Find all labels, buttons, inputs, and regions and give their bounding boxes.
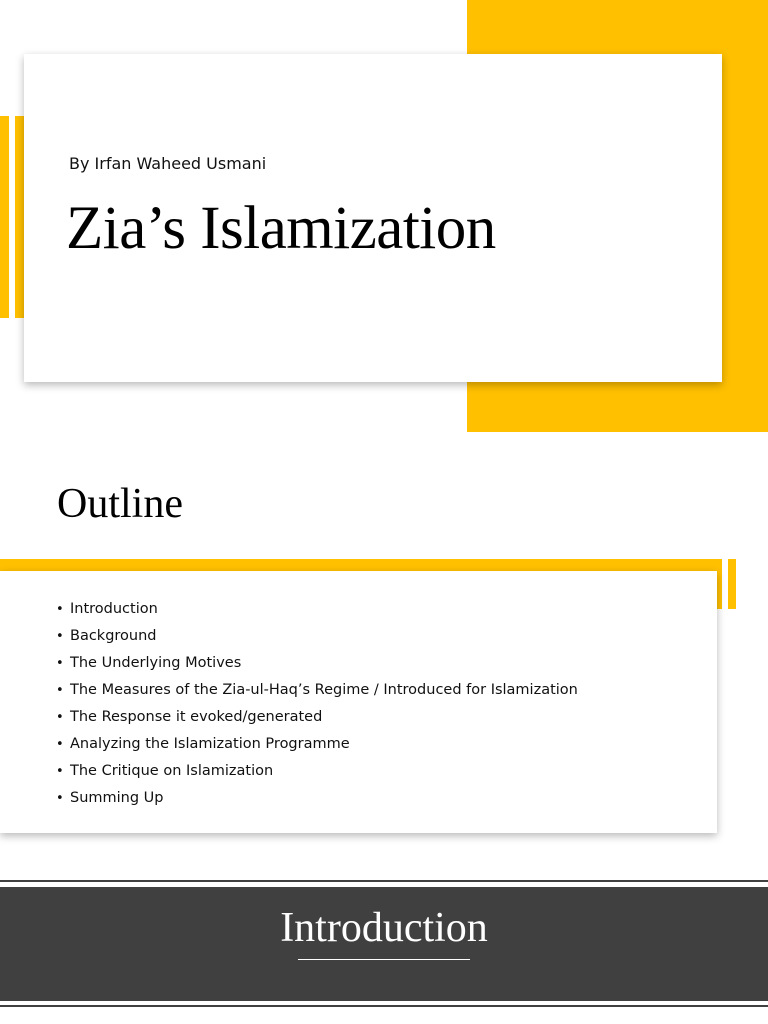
bullet-icon: •: [56, 656, 64, 671]
outline-item: [56, 650, 578, 677]
outline-heading: Outline: [57, 481, 183, 527]
outline-item: [56, 596, 578, 623]
outline-item: [56, 704, 578, 731]
heading-underline: [298, 959, 470, 960]
outline-list: [56, 596, 578, 812]
outline-item-label: The Response it evoked/generated: [70, 709, 323, 725]
presentation-title: Zia’s Islamization: [66, 195, 496, 262]
outline-item-label: Background: [70, 628, 157, 644]
outline-item: [56, 623, 578, 650]
accent-stripe: [0, 559, 722, 571]
bullet-icon: •: [56, 791, 64, 806]
introduction-slide: [0, 860, 768, 1024]
outline-item-label: Summing Up: [70, 790, 164, 806]
accent-bar-left-2: [15, 116, 24, 318]
title-card: [24, 54, 722, 382]
introduction-heading: Introduction: [280, 905, 488, 951]
bullet-icon: •: [56, 737, 64, 752]
outline-item-label: The Underlying Motives: [70, 655, 242, 671]
title-slide: [0, 0, 768, 440]
outline-item: [56, 731, 578, 758]
outline-item-label: The Critique on Islamization: [70, 763, 274, 779]
bullet-icon: •: [56, 602, 64, 617]
bullet-icon: •: [56, 710, 64, 725]
accent-stripe-vertical-2: [728, 559, 736, 609]
outline-item: [56, 785, 578, 812]
outline-card: [0, 571, 717, 833]
outline-item-label: The Measures of the Zia-ul-Haq’s Regime / Introduced for Islamization: [70, 682, 578, 698]
outline-slide: [0, 440, 768, 860]
divider-top: [0, 880, 768, 882]
outline-item: [56, 758, 578, 785]
outline-item: [56, 677, 578, 704]
accent-bar-left-1: [0, 116, 9, 318]
outline-item-label: Analyzing the Islamization Programme: [70, 736, 350, 752]
divider-bottom: [0, 1005, 768, 1007]
author-line: By Irfan Waheed Usmani: [69, 154, 267, 173]
bullet-icon: •: [56, 683, 64, 698]
bullet-icon: •: [56, 629, 64, 644]
outline-item-label: Introduction: [70, 601, 158, 617]
bullet-icon: •: [56, 764, 64, 779]
